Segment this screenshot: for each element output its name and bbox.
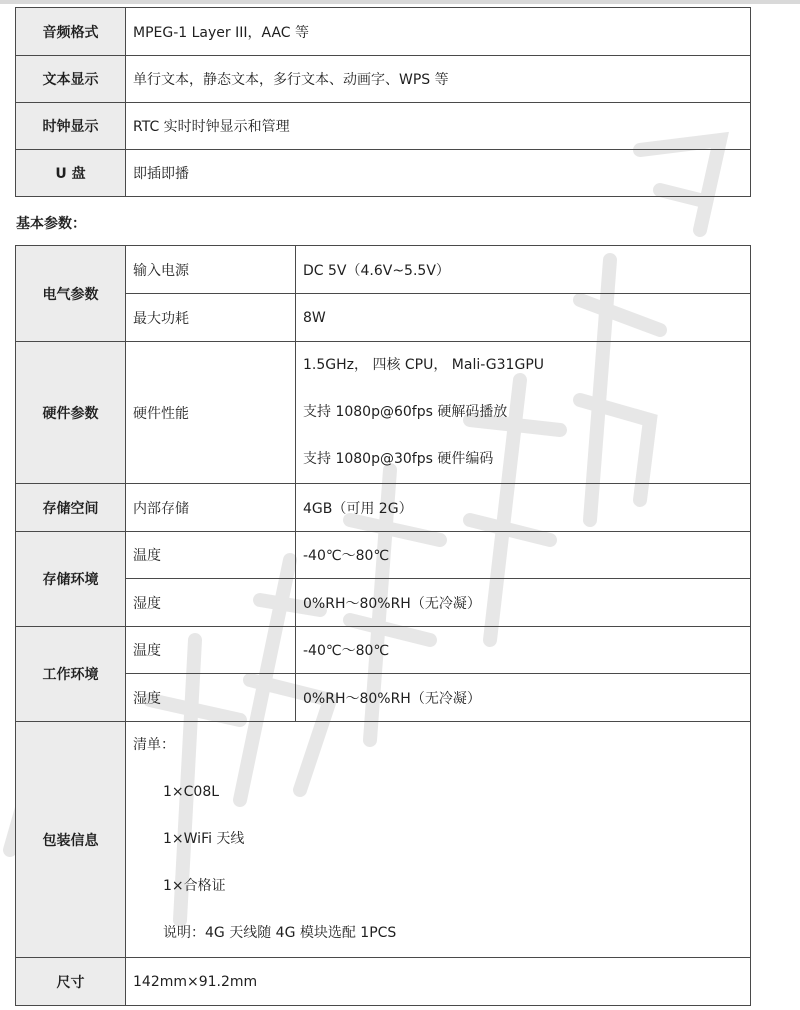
package-list-title: 清单： [133, 737, 175, 753]
section-title: 基本参数： [16, 216, 86, 232]
table-row [16, 103, 751, 150]
hardware-line: 1.5GHz， 四核 CPU， Mali-G31GPU [303, 357, 545, 373]
hardware-lines [296, 342, 751, 484]
table-row [16, 8, 751, 56]
row-label: U 盘 [16, 150, 126, 197]
param-name: 最大功耗 [126, 294, 296, 342]
features-table [15, 7, 751, 197]
param-value: -40℃～80℃ [296, 627, 751, 674]
table-row [16, 150, 751, 197]
top-rule [0, 0, 800, 4]
package-label: 包装信息 [16, 722, 126, 958]
param-value: 8W [296, 294, 751, 342]
table-row [16, 484, 751, 532]
package-item: 1×WiFi 天线 [163, 831, 245, 847]
electrical-label: 电气参数 [16, 246, 126, 342]
package-list [126, 722, 751, 958]
row-value: RTC 实时时钟显示和管理 [126, 103, 751, 150]
size-label: 尺寸 [16, 958, 126, 1006]
storage-env-label: 存储环境 [16, 532, 126, 627]
param-name: 湿度 [126, 674, 296, 722]
row-label: 时钟显示 [16, 103, 126, 150]
table-row [16, 246, 751, 294]
row-label: 音频格式 [16, 8, 126, 56]
size-value: 142mm×91.2mm [126, 958, 751, 1006]
table-row [16, 674, 751, 722]
table-row [16, 294, 751, 342]
hardware-line: 支持 1080p@60fps 硬解码播放 [303, 404, 508, 420]
table-row [16, 342, 751, 484]
hardware-label: 硬件参数 [16, 342, 126, 484]
param-value: 4GB（可用 2G） [296, 484, 751, 532]
param-value: DC 5V（4.6V~5.5V） [296, 246, 751, 294]
row-value: MPEG-1 Layer III，AAC 等 [126, 8, 751, 56]
package-item: 1×合格证 [163, 878, 226, 894]
table-row [16, 56, 751, 103]
table-row [16, 722, 751, 958]
param-name: 内部存储 [126, 484, 296, 532]
table-row [16, 958, 751, 1006]
table-row [16, 627, 751, 674]
row-value: 即插即播 [126, 150, 751, 197]
row-label: 文本显示 [16, 56, 126, 103]
param-value: 0%RH～80%RH（无冷凝） [296, 674, 751, 722]
param-name: 输入电源 [126, 246, 296, 294]
param-name: 温度 [126, 532, 296, 579]
row-value: 单行文本，静态文本，多行文本、动画字、WPS 等 [126, 56, 751, 103]
param-value: 0%RH～80%RH（无冷凝） [296, 579, 751, 627]
param-name: 硬件性能 [126, 342, 296, 484]
table-row [16, 532, 751, 579]
param-value: -40℃～80℃ [296, 532, 751, 579]
storage-label: 存储空间 [16, 484, 126, 532]
param-name: 湿度 [126, 579, 296, 627]
hardware-line: 支持 1080p@30fps 硬件编码 [303, 451, 494, 467]
package-item: 1×C08L [163, 784, 220, 800]
basic-params-table [15, 245, 751, 1006]
work-env-label: 工作环境 [16, 627, 126, 722]
param-name: 温度 [126, 627, 296, 674]
table-row [16, 579, 751, 627]
package-item: 说明：4G 天线随 4G 模块选配 1PCS [163, 925, 397, 941]
